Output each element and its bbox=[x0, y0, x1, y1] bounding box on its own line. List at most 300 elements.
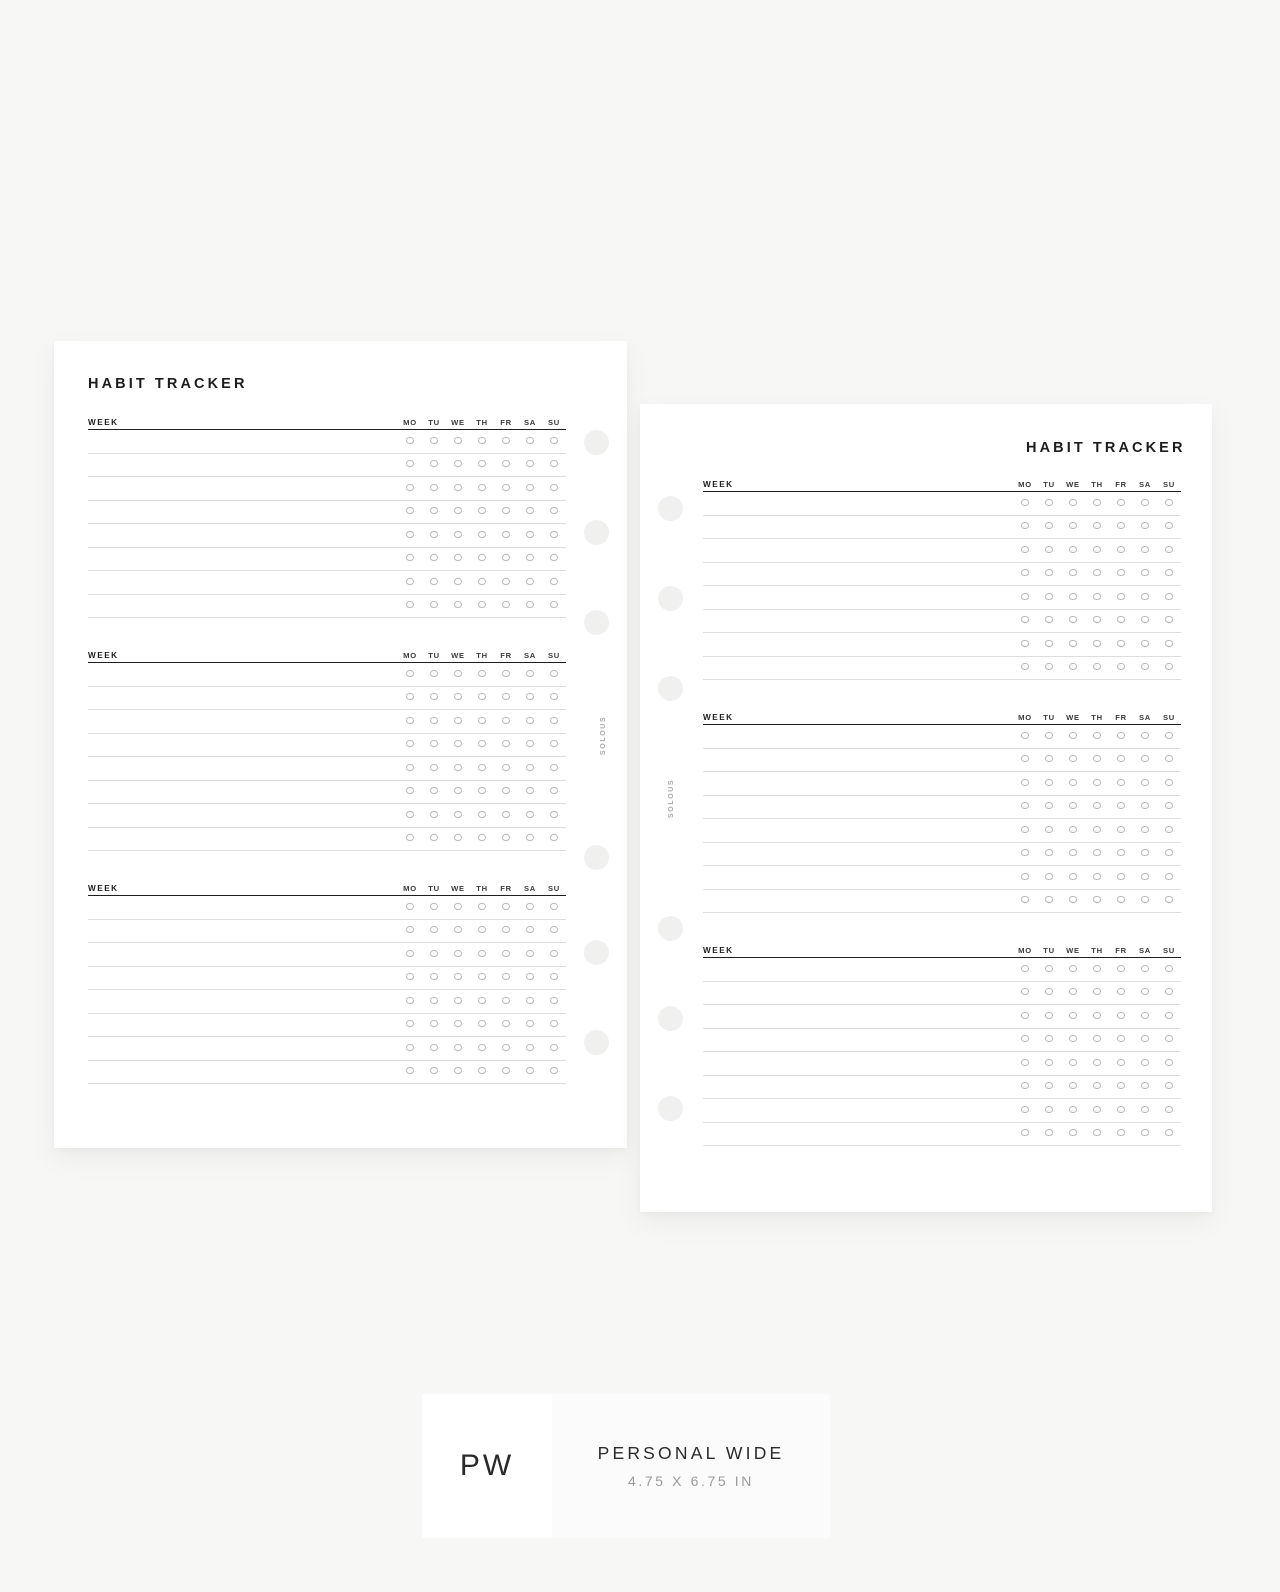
habit-checkbox-mo[interactable] bbox=[398, 693, 422, 700]
habit-checkbox-th[interactable] bbox=[1085, 1082, 1109, 1089]
habit-checkbox-sa[interactable] bbox=[1133, 873, 1157, 880]
habit-checkbox-tu[interactable] bbox=[422, 437, 446, 444]
habit-checkbox-su[interactable] bbox=[542, 670, 566, 677]
habit-checkbox-fr[interactable] bbox=[1109, 755, 1133, 762]
habit-checkbox-we[interactable] bbox=[1061, 896, 1085, 903]
habit-checkbox-su[interactable] bbox=[542, 693, 566, 700]
habit-checkbox-fr[interactable] bbox=[1109, 988, 1133, 995]
habit-checkbox-th[interactable] bbox=[1085, 593, 1109, 600]
habit-checkbox-tu[interactable] bbox=[422, 811, 446, 818]
habit-checkbox-tu[interactable] bbox=[1037, 826, 1061, 833]
habit-checkbox-we[interactable] bbox=[446, 717, 470, 724]
habit-row[interactable] bbox=[703, 843, 1181, 867]
habit-checkbox-mo[interactable] bbox=[1013, 569, 1037, 576]
habit-checkbox-sa[interactable] bbox=[518, 903, 542, 910]
habit-checkbox-su[interactable] bbox=[542, 460, 566, 467]
habit-checkbox-fr[interactable] bbox=[494, 764, 518, 771]
habit-checkbox-mo[interactable] bbox=[398, 437, 422, 444]
habit-checkbox-fr[interactable] bbox=[494, 601, 518, 608]
habit-checkbox-tu[interactable] bbox=[1037, 988, 1061, 995]
habit-checkbox-th[interactable] bbox=[1085, 663, 1109, 670]
habit-checkbox-sa[interactable] bbox=[518, 764, 542, 771]
habit-checkbox-tu[interactable] bbox=[422, 834, 446, 841]
habit-row[interactable] bbox=[88, 920, 566, 944]
habit-checkbox-we[interactable] bbox=[1061, 593, 1085, 600]
habit-checkbox-th[interactable] bbox=[470, 670, 494, 677]
habit-checkbox-tu[interactable] bbox=[422, 507, 446, 514]
habit-row[interactable] bbox=[703, 1099, 1181, 1123]
habit-checkbox-fr[interactable] bbox=[1109, 499, 1133, 506]
habit-row[interactable] bbox=[703, 492, 1181, 516]
habit-row[interactable] bbox=[703, 1052, 1181, 1076]
habit-row[interactable] bbox=[703, 657, 1181, 681]
habit-checkbox-tu[interactable] bbox=[422, 973, 446, 980]
habit-checkbox-we[interactable] bbox=[1061, 732, 1085, 739]
habit-row[interactable] bbox=[88, 1061, 566, 1085]
habit-checkbox-tu[interactable] bbox=[422, 554, 446, 561]
habit-checkbox-tu[interactable] bbox=[422, 601, 446, 608]
habit-checkbox-sa[interactable] bbox=[1133, 1129, 1157, 1136]
habit-checkbox-tu[interactable] bbox=[1037, 1035, 1061, 1042]
habit-checkbox-we[interactable] bbox=[1061, 1012, 1085, 1019]
habit-checkbox-su[interactable] bbox=[1157, 779, 1181, 786]
habit-row[interactable] bbox=[88, 828, 566, 852]
habit-checkbox-we[interactable] bbox=[1061, 1129, 1085, 1136]
habit-checkbox-mo[interactable] bbox=[1013, 732, 1037, 739]
habit-checkbox-fr[interactable] bbox=[494, 554, 518, 561]
habit-checkbox-th[interactable] bbox=[1085, 802, 1109, 809]
habit-checkbox-th[interactable] bbox=[1085, 896, 1109, 903]
habit-checkbox-sa[interactable] bbox=[518, 950, 542, 957]
habit-checkbox-su[interactable] bbox=[542, 554, 566, 561]
habit-checkbox-we[interactable] bbox=[446, 926, 470, 933]
habit-checkbox-tu[interactable] bbox=[422, 531, 446, 538]
habit-checkbox-fr[interactable] bbox=[1109, 1082, 1133, 1089]
habit-checkbox-sa[interactable] bbox=[1133, 569, 1157, 576]
habit-checkbox-fr[interactable] bbox=[494, 973, 518, 980]
habit-checkbox-th[interactable] bbox=[470, 950, 494, 957]
habit-checkbox-th[interactable] bbox=[470, 460, 494, 467]
habit-row[interactable] bbox=[703, 958, 1181, 982]
habit-checkbox-mo[interactable] bbox=[398, 460, 422, 467]
habit-checkbox-su[interactable] bbox=[1157, 1059, 1181, 1066]
habit-row[interactable] bbox=[703, 516, 1181, 540]
habit-row[interactable] bbox=[703, 749, 1181, 773]
habit-checkbox-th[interactable] bbox=[1085, 640, 1109, 647]
habit-row[interactable] bbox=[88, 757, 566, 781]
habit-checkbox-th[interactable] bbox=[470, 554, 494, 561]
habit-checkbox-th[interactable] bbox=[1085, 1106, 1109, 1113]
habit-checkbox-mo[interactable] bbox=[1013, 896, 1037, 903]
habit-checkbox-fr[interactable] bbox=[494, 1067, 518, 1074]
habit-checkbox-su[interactable] bbox=[1157, 755, 1181, 762]
habit-checkbox-fr[interactable] bbox=[1109, 1106, 1133, 1113]
habit-row[interactable] bbox=[703, 610, 1181, 634]
habit-checkbox-sa[interactable] bbox=[518, 834, 542, 841]
habit-checkbox-tu[interactable] bbox=[1037, 1012, 1061, 1019]
habit-checkbox-sa[interactable] bbox=[1133, 988, 1157, 995]
habit-checkbox-mo[interactable] bbox=[398, 973, 422, 980]
habit-checkbox-th[interactable] bbox=[1085, 826, 1109, 833]
habit-row[interactable] bbox=[703, 1123, 1181, 1147]
habit-checkbox-fr[interactable] bbox=[494, 1020, 518, 1027]
habit-checkbox-we[interactable] bbox=[446, 670, 470, 677]
habit-checkbox-we[interactable] bbox=[446, 997, 470, 1004]
habit-row[interactable] bbox=[703, 563, 1181, 587]
habit-checkbox-th[interactable] bbox=[470, 601, 494, 608]
habit-checkbox-we[interactable] bbox=[446, 507, 470, 514]
habit-row[interactable] bbox=[88, 524, 566, 548]
habit-checkbox-we[interactable] bbox=[446, 1044, 470, 1051]
habit-checkbox-th[interactable] bbox=[470, 764, 494, 771]
habit-checkbox-th[interactable] bbox=[1085, 779, 1109, 786]
habit-checkbox-mo[interactable] bbox=[1013, 1012, 1037, 1019]
habit-checkbox-su[interactable] bbox=[542, 740, 566, 747]
habit-checkbox-mo[interactable] bbox=[1013, 1082, 1037, 1089]
habit-row[interactable] bbox=[703, 539, 1181, 563]
habit-checkbox-we[interactable] bbox=[446, 1020, 470, 1027]
habit-checkbox-mo[interactable] bbox=[1013, 1059, 1037, 1066]
habit-checkbox-mo[interactable] bbox=[398, 531, 422, 538]
habit-checkbox-fr[interactable] bbox=[1109, 663, 1133, 670]
habit-checkbox-th[interactable] bbox=[1085, 1012, 1109, 1019]
habit-checkbox-fr[interactable] bbox=[494, 740, 518, 747]
habit-checkbox-th[interactable] bbox=[1085, 522, 1109, 529]
habit-checkbox-we[interactable] bbox=[1061, 569, 1085, 576]
habit-checkbox-th[interactable] bbox=[1085, 1035, 1109, 1042]
habit-checkbox-fr[interactable] bbox=[1109, 965, 1133, 972]
habit-checkbox-fr[interactable] bbox=[494, 1044, 518, 1051]
habit-checkbox-mo[interactable] bbox=[1013, 755, 1037, 762]
habit-checkbox-th[interactable] bbox=[1085, 569, 1109, 576]
habit-checkbox-su[interactable] bbox=[542, 437, 566, 444]
habit-checkbox-su[interactable] bbox=[1157, 1012, 1181, 1019]
habit-checkbox-we[interactable] bbox=[1061, 616, 1085, 623]
habit-checkbox-tu[interactable] bbox=[422, 740, 446, 747]
habit-checkbox-fr[interactable] bbox=[494, 507, 518, 514]
habit-row[interactable] bbox=[88, 501, 566, 525]
habit-checkbox-tu[interactable] bbox=[422, 1020, 446, 1027]
habit-checkbox-su[interactable] bbox=[542, 601, 566, 608]
habit-checkbox-mo[interactable] bbox=[1013, 873, 1037, 880]
habit-checkbox-fr[interactable] bbox=[494, 903, 518, 910]
habit-checkbox-mo[interactable] bbox=[398, 740, 422, 747]
habit-checkbox-tu[interactable] bbox=[1037, 802, 1061, 809]
habit-checkbox-sa[interactable] bbox=[1133, 522, 1157, 529]
habit-checkbox-su[interactable] bbox=[542, 973, 566, 980]
habit-checkbox-we[interactable] bbox=[446, 950, 470, 957]
habit-checkbox-sa[interactable] bbox=[1133, 1106, 1157, 1113]
habit-checkbox-tu[interactable] bbox=[422, 1044, 446, 1051]
habit-checkbox-fr[interactable] bbox=[1109, 569, 1133, 576]
habit-row[interactable] bbox=[88, 990, 566, 1014]
habit-checkbox-sa[interactable] bbox=[1133, 1059, 1157, 1066]
habit-checkbox-fr[interactable] bbox=[1109, 802, 1133, 809]
habit-checkbox-tu[interactable] bbox=[422, 950, 446, 957]
habit-checkbox-mo[interactable] bbox=[398, 670, 422, 677]
habit-checkbox-fr[interactable] bbox=[494, 926, 518, 933]
habit-checkbox-su[interactable] bbox=[1157, 1106, 1181, 1113]
habit-checkbox-fr[interactable] bbox=[1109, 616, 1133, 623]
habit-checkbox-sa[interactable] bbox=[518, 437, 542, 444]
habit-checkbox-fr[interactable] bbox=[1109, 1035, 1133, 1042]
habit-checkbox-tu[interactable] bbox=[422, 926, 446, 933]
habit-checkbox-th[interactable] bbox=[470, 997, 494, 1004]
habit-checkbox-su[interactable] bbox=[542, 764, 566, 771]
habit-row[interactable] bbox=[703, 819, 1181, 843]
habit-checkbox-mo[interactable] bbox=[1013, 849, 1037, 856]
habit-checkbox-we[interactable] bbox=[446, 787, 470, 794]
habit-checkbox-sa[interactable] bbox=[518, 1044, 542, 1051]
habit-checkbox-sa[interactable] bbox=[518, 997, 542, 1004]
habit-checkbox-fr[interactable] bbox=[494, 811, 518, 818]
habit-checkbox-sa[interactable] bbox=[518, 740, 542, 747]
habit-checkbox-tu[interactable] bbox=[1037, 1059, 1061, 1066]
habit-checkbox-we[interactable] bbox=[1061, 826, 1085, 833]
habit-checkbox-we[interactable] bbox=[446, 578, 470, 585]
habit-checkbox-th[interactable] bbox=[1085, 873, 1109, 880]
habit-checkbox-th[interactable] bbox=[470, 1067, 494, 1074]
habit-checkbox-sa[interactable] bbox=[1133, 755, 1157, 762]
habit-checkbox-tu[interactable] bbox=[1037, 616, 1061, 623]
habit-checkbox-fr[interactable] bbox=[1109, 593, 1133, 600]
habit-checkbox-su[interactable] bbox=[1157, 1129, 1181, 1136]
habit-checkbox-th[interactable] bbox=[470, 484, 494, 491]
habit-row[interactable] bbox=[88, 687, 566, 711]
habit-checkbox-su[interactable] bbox=[542, 926, 566, 933]
habit-checkbox-sa[interactable] bbox=[1133, 779, 1157, 786]
habit-checkbox-fr[interactable] bbox=[494, 484, 518, 491]
habit-row[interactable] bbox=[88, 1014, 566, 1038]
habit-checkbox-we[interactable] bbox=[1061, 1106, 1085, 1113]
habit-row[interactable] bbox=[88, 477, 566, 501]
habit-checkbox-su[interactable] bbox=[1157, 826, 1181, 833]
habit-checkbox-su[interactable] bbox=[1157, 849, 1181, 856]
habit-row[interactable] bbox=[703, 890, 1181, 914]
habit-checkbox-tu[interactable] bbox=[1037, 569, 1061, 576]
habit-checkbox-fr[interactable] bbox=[494, 460, 518, 467]
habit-checkbox-sa[interactable] bbox=[1133, 1035, 1157, 1042]
habit-checkbox-mo[interactable] bbox=[1013, 965, 1037, 972]
habit-checkbox-mo[interactable] bbox=[1013, 546, 1037, 553]
habit-checkbox-su[interactable] bbox=[542, 834, 566, 841]
habit-checkbox-sa[interactable] bbox=[1133, 849, 1157, 856]
habit-checkbox-fr[interactable] bbox=[494, 578, 518, 585]
habit-checkbox-we[interactable] bbox=[1061, 755, 1085, 762]
habit-checkbox-tu[interactable] bbox=[1037, 499, 1061, 506]
habit-row[interactable] bbox=[703, 1029, 1181, 1053]
habit-row[interactable] bbox=[88, 967, 566, 991]
habit-checkbox-tu[interactable] bbox=[422, 484, 446, 491]
habit-checkbox-mo[interactable] bbox=[1013, 499, 1037, 506]
habit-checkbox-fr[interactable] bbox=[494, 787, 518, 794]
habit-row[interactable] bbox=[88, 804, 566, 828]
habit-checkbox-we[interactable] bbox=[446, 764, 470, 771]
habit-checkbox-we[interactable] bbox=[1061, 522, 1085, 529]
habit-checkbox-th[interactable] bbox=[1085, 616, 1109, 623]
habit-checkbox-su[interactable] bbox=[1157, 569, 1181, 576]
habit-checkbox-su[interactable] bbox=[542, 507, 566, 514]
habit-checkbox-su[interactable] bbox=[1157, 663, 1181, 670]
habit-checkbox-tu[interactable] bbox=[422, 764, 446, 771]
habit-checkbox-tu[interactable] bbox=[1037, 1082, 1061, 1089]
habit-checkbox-we[interactable] bbox=[446, 484, 470, 491]
habit-checkbox-tu[interactable] bbox=[1037, 755, 1061, 762]
habit-checkbox-su[interactable] bbox=[1157, 1035, 1181, 1042]
habit-checkbox-sa[interactable] bbox=[518, 460, 542, 467]
habit-checkbox-su[interactable] bbox=[542, 1044, 566, 1051]
habit-checkbox-su[interactable] bbox=[1157, 802, 1181, 809]
habit-checkbox-sa[interactable] bbox=[518, 484, 542, 491]
habit-checkbox-fr[interactable] bbox=[494, 834, 518, 841]
habit-checkbox-tu[interactable] bbox=[1037, 779, 1061, 786]
habit-checkbox-fr[interactable] bbox=[494, 717, 518, 724]
habit-checkbox-mo[interactable] bbox=[398, 997, 422, 1004]
habit-checkbox-th[interactable] bbox=[470, 693, 494, 700]
habit-checkbox-th[interactable] bbox=[1085, 499, 1109, 506]
habit-checkbox-th[interactable] bbox=[1085, 1059, 1109, 1066]
habit-checkbox-fr[interactable] bbox=[1109, 896, 1133, 903]
habit-checkbox-tu[interactable] bbox=[422, 670, 446, 677]
habit-checkbox-mo[interactable] bbox=[1013, 1129, 1037, 1136]
habit-checkbox-su[interactable] bbox=[542, 1020, 566, 1027]
habit-checkbox-sa[interactable] bbox=[1133, 640, 1157, 647]
habit-checkbox-we[interactable] bbox=[446, 834, 470, 841]
habit-row[interactable] bbox=[88, 454, 566, 478]
habit-checkbox-sa[interactable] bbox=[1133, 1012, 1157, 1019]
habit-checkbox-tu[interactable] bbox=[1037, 1129, 1061, 1136]
habit-checkbox-th[interactable] bbox=[1085, 965, 1109, 972]
habit-checkbox-su[interactable] bbox=[542, 787, 566, 794]
habit-checkbox-sa[interactable] bbox=[518, 1067, 542, 1074]
habit-checkbox-mo[interactable] bbox=[398, 601, 422, 608]
habit-checkbox-mo[interactable] bbox=[1013, 826, 1037, 833]
habit-checkbox-fr[interactable] bbox=[494, 950, 518, 957]
habit-checkbox-th[interactable] bbox=[470, 437, 494, 444]
habit-checkbox-fr[interactable] bbox=[494, 437, 518, 444]
habit-checkbox-sa[interactable] bbox=[518, 531, 542, 538]
habit-checkbox-mo[interactable] bbox=[398, 950, 422, 957]
habit-row[interactable] bbox=[703, 772, 1181, 796]
habit-checkbox-sa[interactable] bbox=[518, 926, 542, 933]
habit-checkbox-mo[interactable] bbox=[398, 787, 422, 794]
habit-checkbox-su[interactable] bbox=[1157, 640, 1181, 647]
habit-checkbox-we[interactable] bbox=[1061, 802, 1085, 809]
habit-checkbox-mo[interactable] bbox=[398, 764, 422, 771]
habit-checkbox-mo[interactable] bbox=[398, 811, 422, 818]
habit-checkbox-fr[interactable] bbox=[1109, 1129, 1133, 1136]
habit-checkbox-th[interactable] bbox=[470, 717, 494, 724]
habit-row[interactable] bbox=[703, 1076, 1181, 1100]
habit-checkbox-th[interactable] bbox=[470, 811, 494, 818]
habit-checkbox-tu[interactable] bbox=[1037, 965, 1061, 972]
habit-checkbox-tu[interactable] bbox=[1037, 873, 1061, 880]
habit-row[interactable] bbox=[88, 571, 566, 595]
habit-checkbox-mo[interactable] bbox=[1013, 779, 1037, 786]
habit-checkbox-su[interactable] bbox=[542, 997, 566, 1004]
habit-checkbox-th[interactable] bbox=[1085, 732, 1109, 739]
habit-checkbox-sa[interactable] bbox=[518, 670, 542, 677]
habit-row[interactable] bbox=[88, 663, 566, 687]
habit-checkbox-fr[interactable] bbox=[1109, 522, 1133, 529]
habit-checkbox-tu[interactable] bbox=[1037, 849, 1061, 856]
habit-checkbox-th[interactable] bbox=[470, 740, 494, 747]
habit-checkbox-sa[interactable] bbox=[518, 973, 542, 980]
habit-row[interactable] bbox=[703, 866, 1181, 890]
habit-checkbox-sa[interactable] bbox=[518, 1020, 542, 1027]
habit-checkbox-we[interactable] bbox=[1061, 965, 1085, 972]
habit-checkbox-we[interactable] bbox=[446, 811, 470, 818]
habit-checkbox-th[interactable] bbox=[470, 903, 494, 910]
habit-checkbox-mo[interactable] bbox=[1013, 802, 1037, 809]
habit-row[interactable] bbox=[703, 1005, 1181, 1029]
habit-checkbox-sa[interactable] bbox=[518, 554, 542, 561]
habit-checkbox-we[interactable] bbox=[1061, 779, 1085, 786]
habit-checkbox-su[interactable] bbox=[1157, 896, 1181, 903]
habit-row[interactable] bbox=[703, 982, 1181, 1006]
habit-checkbox-tu[interactable] bbox=[1037, 640, 1061, 647]
habit-checkbox-th[interactable] bbox=[470, 507, 494, 514]
habit-checkbox-mo[interactable] bbox=[398, 484, 422, 491]
habit-checkbox-sa[interactable] bbox=[518, 507, 542, 514]
habit-checkbox-th[interactable] bbox=[1085, 546, 1109, 553]
habit-checkbox-sa[interactable] bbox=[1133, 546, 1157, 553]
habit-checkbox-th[interactable] bbox=[1085, 755, 1109, 762]
habit-row[interactable] bbox=[703, 633, 1181, 657]
habit-checkbox-su[interactable] bbox=[1157, 988, 1181, 995]
habit-checkbox-mo[interactable] bbox=[1013, 593, 1037, 600]
habit-checkbox-mo[interactable] bbox=[398, 1044, 422, 1051]
habit-checkbox-su[interactable] bbox=[542, 903, 566, 910]
habit-checkbox-tu[interactable] bbox=[422, 997, 446, 1004]
habit-checkbox-sa[interactable] bbox=[1133, 616, 1157, 623]
habit-checkbox-fr[interactable] bbox=[494, 693, 518, 700]
habit-checkbox-mo[interactable] bbox=[398, 926, 422, 933]
habit-checkbox-we[interactable] bbox=[1061, 1035, 1085, 1042]
habit-checkbox-sa[interactable] bbox=[518, 811, 542, 818]
habit-checkbox-we[interactable] bbox=[1061, 849, 1085, 856]
habit-checkbox-fr[interactable] bbox=[1109, 1012, 1133, 1019]
habit-checkbox-sa[interactable] bbox=[1133, 1082, 1157, 1089]
habit-checkbox-sa[interactable] bbox=[1133, 826, 1157, 833]
habit-checkbox-fr[interactable] bbox=[1109, 1059, 1133, 1066]
habit-checkbox-we[interactable] bbox=[1061, 1082, 1085, 1089]
habit-checkbox-sa[interactable] bbox=[518, 601, 542, 608]
habit-checkbox-th[interactable] bbox=[470, 1020, 494, 1027]
habit-checkbox-mo[interactable] bbox=[398, 1020, 422, 1027]
habit-checkbox-sa[interactable] bbox=[1133, 732, 1157, 739]
habit-checkbox-fr[interactable] bbox=[494, 531, 518, 538]
habit-checkbox-tu[interactable] bbox=[1037, 732, 1061, 739]
habit-checkbox-tu[interactable] bbox=[422, 787, 446, 794]
habit-row[interactable] bbox=[703, 586, 1181, 610]
habit-checkbox-tu[interactable] bbox=[1037, 663, 1061, 670]
habit-checkbox-su[interactable] bbox=[1157, 965, 1181, 972]
habit-checkbox-th[interactable] bbox=[470, 787, 494, 794]
habit-checkbox-mo[interactable] bbox=[398, 1067, 422, 1074]
habit-row[interactable] bbox=[88, 734, 566, 758]
habit-row[interactable] bbox=[88, 430, 566, 454]
habit-checkbox-sa[interactable] bbox=[1133, 965, 1157, 972]
habit-checkbox-mo[interactable] bbox=[1013, 522, 1037, 529]
habit-checkbox-su[interactable] bbox=[542, 484, 566, 491]
habit-checkbox-we[interactable] bbox=[446, 1067, 470, 1074]
habit-checkbox-sa[interactable] bbox=[518, 717, 542, 724]
habit-checkbox-su[interactable] bbox=[1157, 546, 1181, 553]
habit-checkbox-mo[interactable] bbox=[1013, 663, 1037, 670]
habit-checkbox-mo[interactable] bbox=[398, 903, 422, 910]
habit-checkbox-we[interactable] bbox=[446, 903, 470, 910]
